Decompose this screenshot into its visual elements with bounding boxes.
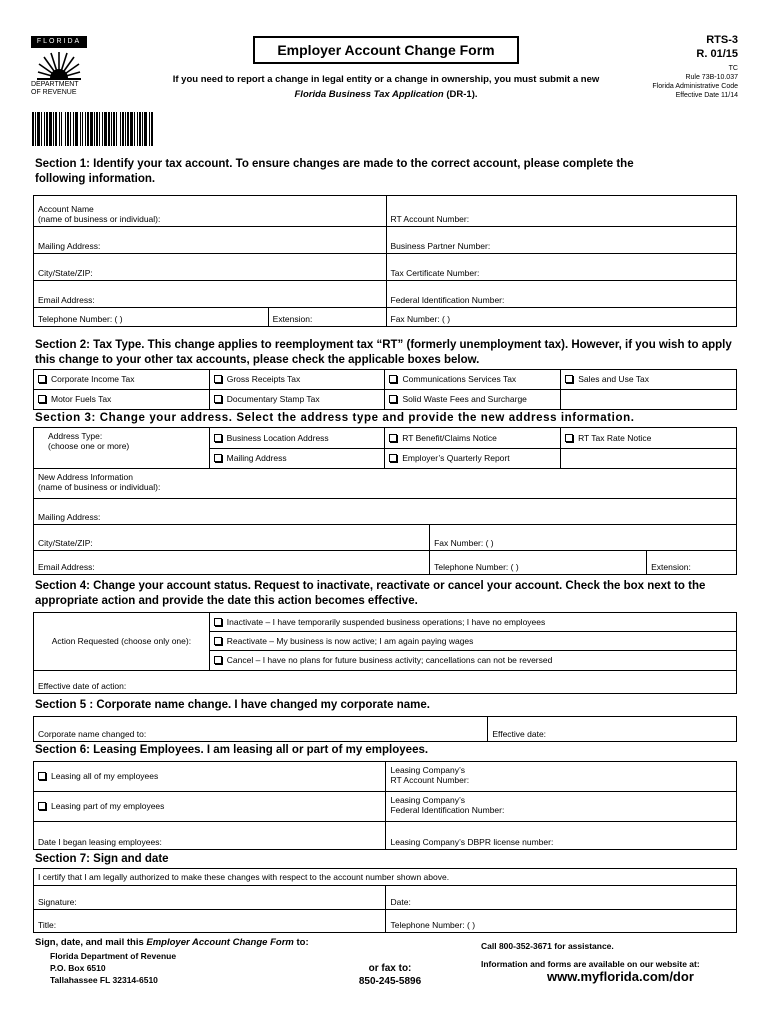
new-fax-field[interactable]: Fax Number: ( ) [430,525,737,551]
status-option-reactivate[interactable]: Reactivate – My business is now active; I am again paying wages [209,632,736,651]
tax-option-communications[interactable]: Communications Services Tax [385,370,561,390]
barcode-icon [32,112,214,146]
checkbox-icon[interactable] [389,395,397,403]
address-option-rt-benefit[interactable]: RT Benefit/Claims Notice [385,428,561,449]
business-partner-field[interactable]: Business Partner Number: [386,227,736,254]
fax-field[interactable]: Fax Number: ( ) [386,308,736,327]
fein-field[interactable]: Federal Identification Number: [386,281,736,308]
address-option-rt-tax-rate[interactable]: RT Tax Rate Notice [561,428,737,449]
checkbox-icon[interactable] [214,637,222,645]
mailing-address-block: Florida Department of Revenue P.O. Box 6510 Tallahassee FL 32314-6510 [50,951,177,985]
rt-account-field[interactable]: RT Account Number: [386,196,736,227]
section1-title: Section 1: Identify your tax account. To ensure changes are made to the correct account, please complete the following information. [35,158,634,185]
action-requested-label: Action Requested (choose only one): [34,613,210,671]
section2-table [33,369,737,410]
assistance-phone: Call 800-352-3671 for assistance. [481,941,614,951]
sunburst-logo-icon [37,50,81,80]
certify-statement: I certify that I am legally authorized to make these changes with respect to the account number shown above. [34,869,737,886]
section1-table [33,195,737,327]
corporate-name-field[interactable]: Corporate name changed to: [34,717,488,742]
checkbox-icon[interactable] [214,395,222,403]
account-name-field[interactable]: Account Name (name of business or individual): [34,196,387,227]
logo-dept-text: DEPARTMENT OF REVENUE [31,81,79,96]
section2-title: Section 2: Tax Type. This change applies to reemployment tax “RT” (formerly unemployment tax). However, if you wish to apply this change to your other tax accounts, please check the applicable boxes below. [35,339,732,366]
checkbox-icon[interactable] [38,802,46,810]
checkbox-icon[interactable] [38,375,46,383]
city-state-zip-field[interactable]: City/State/ZIP: [34,254,387,281]
leasing-dbpr-field[interactable]: Leasing Company’s DBPR license number: [386,822,737,850]
leasing-part-option[interactable]: Leasing part of my employees [34,792,386,822]
status-option-inactivate[interactable]: Inactivate – I have temporarily suspended business operations; I have no employees [209,613,736,632]
leasing-fein-field[interactable]: Leasing Company’s Federal Identification Number: [386,792,737,822]
tax-option-corporate-income[interactable]: Corporate Income Tax [34,370,210,390]
checkbox-icon[interactable] [389,454,397,462]
section7-title: Section 7: Sign and date [35,853,169,865]
new-mailing-address-field[interactable]: Mailing Address: [34,499,737,525]
section6-table [33,761,737,850]
dr1-notice: If you need to report a change in legal entity or a change in ownership, you must submit a new Florida Business Tax Application (DR-1). [172,74,600,100]
website-info: Information and forms are available on our website at: [481,959,700,969]
section6-title: Section 6: Leasing Employees. I am leasing all or part of my employees. [35,744,429,756]
address-option-business-location[interactable]: Business Location Address [209,428,385,449]
form-title: Employer Account Change Form [253,36,519,64]
form-revision: R. 01/15 [696,48,738,60]
tax-option-gross-receipts[interactable]: Gross Receipts Tax [209,370,385,390]
section4-title: Section 4: Change your account status. Request to inactivate, reactivate or cancel your account. Check the box next to the appropriate action and provide the date this action becomes effective. [35,580,706,607]
sign-telephone-field[interactable]: Telephone Number: ( ) [386,910,737,933]
new-extension-field[interactable]: Extension: [651,562,691,572]
section5-table [33,716,737,742]
checkbox-icon[interactable] [214,454,222,462]
section3-title: Section 3: Change your address. Select the address type and provide the new address information. [35,412,635,424]
checkbox-icon[interactable] [565,434,573,442]
new-telephone-field[interactable]: Telephone Number: ( ) [430,551,647,574]
logo-state-text: FLORIDA [31,36,87,48]
tax-option-motor-fuels[interactable]: Motor Fuels Tax [34,390,210,410]
title-field[interactable]: Title: [34,910,386,933]
mailing-address-field[interactable]: Mailing Address: [34,227,387,254]
checkbox-icon[interactable] [389,434,397,442]
leasing-all-option[interactable]: Leasing all of my employees [34,762,386,792]
empty-cell [561,449,737,469]
extension-field[interactable]: Extension: [268,308,386,327]
effective-date-action-field[interactable]: Effective date of action: [34,671,737,694]
address-option-quarterly-report[interactable]: Employer’s Quarterly Report [385,449,561,469]
section7-table [33,868,737,933]
checkbox-icon[interactable] [565,375,573,383]
checkbox-icon[interactable] [389,375,397,383]
mail-instruction: Sign, date, and mail this Employer Account Change Form to: [35,937,309,948]
website-link[interactable]: www.myflorida.com/dor [547,969,694,984]
leasing-rt-account-field[interactable]: Leasing Company’s RT Account Number: [386,762,737,792]
checkbox-icon[interactable] [38,395,46,403]
sign-date-field[interactable]: Date: [386,886,737,910]
new-city-state-zip-field[interactable]: City/State/ZIP: [34,525,430,551]
status-option-cancel[interactable]: Cancel – I have no plans for future business activity; cancellations can not be reversed [209,651,736,671]
checkbox-icon[interactable] [214,656,222,664]
corporate-effective-date-field[interactable]: Effective date: [488,717,737,742]
new-email-field[interactable]: Email Address: [34,551,430,575]
dor-logo [31,36,87,106]
checkbox-icon[interactable] [214,375,222,383]
form-identifier: RTS-3 R. 01/15 TC Rule 73B-10.037 Florida Administrative Code Effective Date 11/14 [652,34,738,99]
telephone-field[interactable]: Telephone Number: ( ) [34,308,269,327]
new-phone-ext-cell [430,551,737,575]
address-option-mailing[interactable]: Mailing Address [209,449,385,469]
email-field[interactable]: Email Address: [34,281,387,308]
tax-option-documentary-stamp[interactable]: Documentary Stamp Tax [209,390,385,410]
checkbox-icon[interactable] [214,434,222,442]
tax-option-sales-use[interactable]: Sales and Use Tax [561,370,737,390]
section3-table [33,427,737,575]
form-number: RTS-3 [706,34,738,46]
checkbox-icon[interactable] [38,772,46,780]
new-address-name-field[interactable]: New Address Information (name of business or individual): [34,469,737,499]
checkbox-icon[interactable] [214,618,222,626]
signature-field[interactable]: Signature: [34,886,386,910]
tax-certificate-field[interactable]: Tax Certificate Number: [386,254,736,281]
empty-cell [561,390,737,410]
section5-title: Section 5 : Corporate name change. I have changed my corporate name. [35,699,430,711]
tax-option-solid-waste[interactable]: Solid Waste Fees and Surcharge [385,390,561,410]
section4-table [33,612,737,694]
fax-block: or fax to: 850-245-5896 [358,963,422,987]
address-type-label: Address Type: (choose one or more) [34,428,210,469]
leasing-date-began-field[interactable]: Date I began leasing employees: [34,822,386,850]
